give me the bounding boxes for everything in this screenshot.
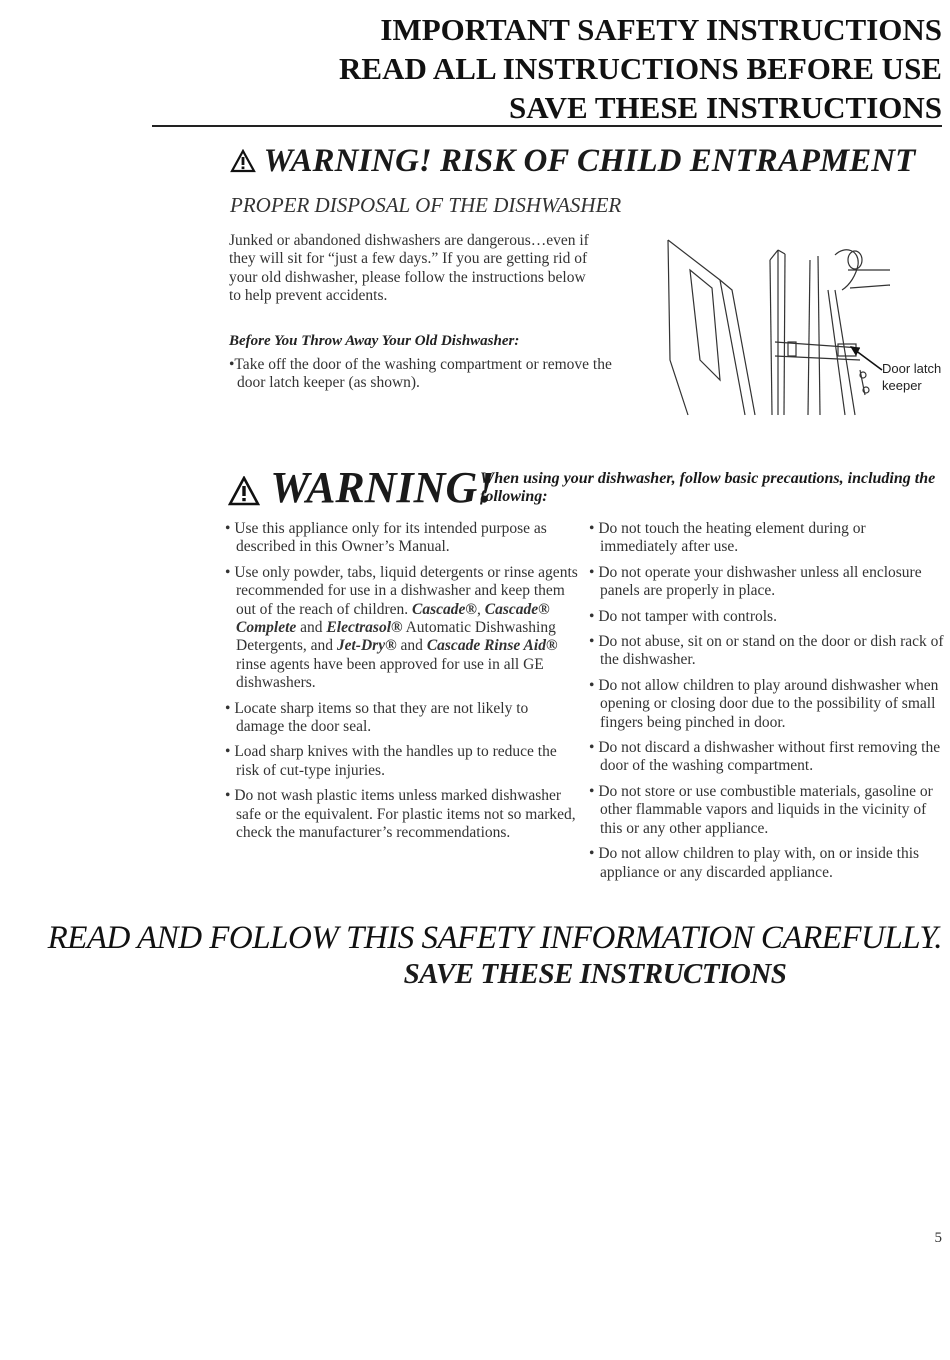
brand-name: Cascade® bbox=[412, 600, 477, 618]
list-item: • Use only powder, tabs, liquid detergents or rinse agents recommended for use in a dishwasher and keep them out of the reach of children. Cascade®, Cascade® Complete and Electrasol® Automatic Dishwashing Detergents, and Jet-Dry® and Cascade Rinse Aid® rinse agents have been approved for use in all GE dishwashers. bbox=[225, 564, 580, 693]
list-item: • Do not abuse, sit on or stand on the door or dish rack of the dishwasher. bbox=[589, 633, 944, 670]
save-instructions-footer: SAVE THESE INSTRUCTIONS bbox=[403, 958, 787, 990]
warning-triangle-icon bbox=[228, 466, 260, 517]
door-latch-label: Door latch bbox=[882, 361, 942, 376]
disposal-paragraph: Junked or abandoned dishwashers are dangerous…even if they will sit for “just a few days.” If you are getting rid of your old dishwasher, please follow the instructions below to help prevent accidents. bbox=[229, 232, 589, 305]
page-number: 5 bbox=[934, 1230, 942, 1246]
keeper-label: keeper bbox=[882, 378, 922, 393]
child-entrapment-title bbox=[230, 143, 915, 182]
brand-name: Jet-Dry® bbox=[336, 637, 397, 655]
child-entrapment-title-text: WARNING! RISK OF CHILD ENTRAPMENT bbox=[263, 143, 916, 179]
header-line-1: IMPORTANT SAFETY INSTRUCTIONS bbox=[380, 12, 942, 47]
brand-name: Electrasol® bbox=[326, 619, 403, 637]
list-item: • Do not store or use combustible materials, gasoline or other flammable vapors and liquids in the vicinity of this or any other appliance. bbox=[589, 783, 944, 838]
warning-heading-text: WARNING! bbox=[270, 463, 495, 512]
list-item: • Do not touch the heating element during or immediately after use. bbox=[589, 520, 944, 557]
before-throw-away-heading: Before You Throw Away Your Old Dishwasher: bbox=[229, 333, 520, 349]
disposal-subtitle: PROPER DISPOSAL OF THE DISHWASHER bbox=[230, 193, 622, 217]
precautions-right-column bbox=[589, 520, 944, 889]
header-line-2: READ ALL INSTRUCTIONS BEFORE USE bbox=[339, 51, 942, 86]
list-item: • Do not allow children to play with, on or inside this appliance or any discarded appliance. bbox=[589, 845, 944, 882]
list-item: • Do not discard a dishwasher without first removing the door of the washing compartment. bbox=[589, 739, 944, 776]
brand-name: Cascade Rinse Aid® bbox=[426, 637, 558, 655]
page-header bbox=[152, 10, 942, 127]
list-item: • Locate sharp items so that they are not likely to damage the door seal. bbox=[225, 700, 580, 737]
list-item: • Do not operate your dishwasher unless all enclosure panels are properly in place. bbox=[589, 564, 944, 601]
list-item: • Do not allow children to play around dishwasher when opening or closing door due to the possibility of small fingers being pinched in door. bbox=[589, 677, 944, 732]
header-line-3: SAVE THESE INSTRUCTIONS bbox=[508, 90, 942, 125]
list-item: • Do not wash plastic items unless marked dishwasher safe or the equivalent. For plastic items not so marked, check the manufacturer’s recommendations. bbox=[225, 787, 580, 842]
list-item: • Use this appliance only for its intended purpose as described in this Owner’s Manual. bbox=[225, 520, 580, 557]
warning-heading bbox=[228, 462, 494, 517]
list-item: • Load sharp knives with the handles up to reduce the risk of cut-type injuries. bbox=[225, 743, 580, 780]
read-follow-footer: READ AND FOLLOW THIS SAFETY INFORMATION CAREFULLY. bbox=[47, 920, 942, 956]
warning-triangle-icon bbox=[230, 145, 256, 182]
brand-name: Cascade® Complete bbox=[236, 600, 550, 637]
remove-door-instruction: •Take off the door of the washing compartment or remove the door latch keeper (as shown). bbox=[229, 356, 612, 392]
list-item: • Do not tamper with controls. bbox=[589, 608, 944, 626]
header-divider bbox=[152, 125, 942, 127]
precautions-left-column bbox=[225, 520, 580, 850]
warning-intro: When using your dishwasher, follow basic precautions, including the following: bbox=[480, 470, 936, 505]
door-latch-illustration bbox=[660, 230, 890, 425]
